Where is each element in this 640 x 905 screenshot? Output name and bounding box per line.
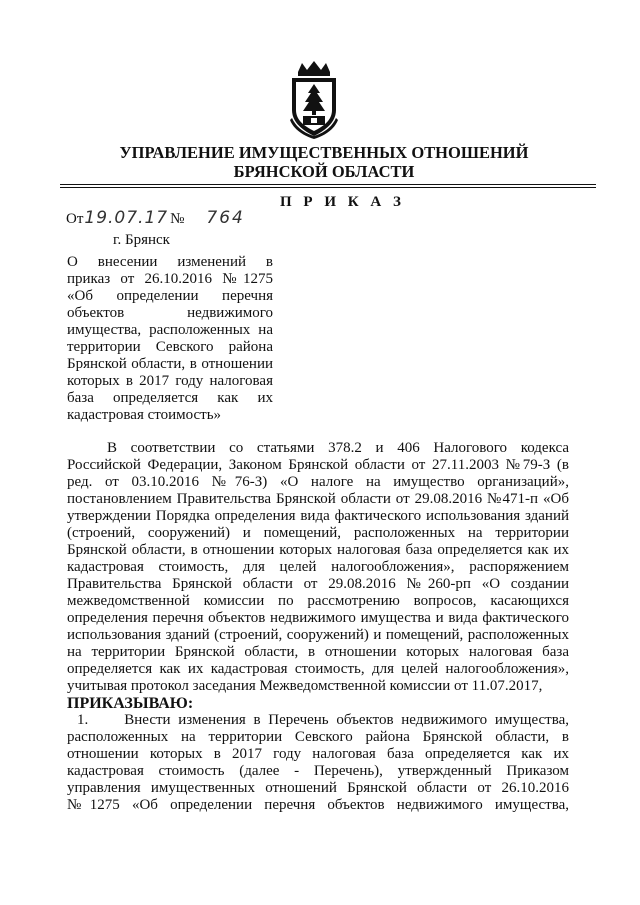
number-sign: № [170, 211, 185, 227]
order-directive-heading: ПРИКАЗЫВАЮ: [67, 695, 194, 712]
subject-line: «Об определении перечня [67, 288, 273, 304]
preamble-line: кадастровая стоимость, для целей налогообложения», распоряжением [67, 559, 569, 575]
handwritten-number: 764 [206, 208, 245, 228]
subject-line: которых в 2017 году налоговая [67, 373, 273, 389]
preamble-line: утверждении Порядка определения вида фактического использования зданий [67, 508, 569, 524]
item1-first-line [67, 712, 569, 729]
preamble-line: межведомственной комиссии по рассмотрению вопросов, касающихся [67, 593, 569, 609]
subject-line: территории Севского района [67, 339, 273, 355]
preamble-line: использования зданий (строений, сооружений) и помещений, расположенных [67, 627, 569, 643]
organization-name-line2: БРЯНСКОЙ ОБЛАСТИ [233, 162, 415, 181]
item1-number: 1. [77, 712, 89, 728]
subject-line: приказ от 26.10.2016 №1275 [67, 271, 273, 287]
preamble-line: ред. от 03.10.2016 №76-З) «О налоге на имущество организаций», [67, 474, 569, 490]
document-date-number-row [66, 208, 245, 228]
preamble-line: В соответствии со статьями 378.2 и 406 Налогового кодекса [107, 440, 569, 456]
subject-line: имущества, расположенных на [67, 322, 273, 338]
subject-line: О внесении изменений в [67, 254, 273, 270]
handwritten-date: 19.07.17 [84, 208, 169, 228]
order-subject [67, 254, 273, 424]
item1-line: отношении которых в 2017 году налоговая база определяется как их [67, 746, 569, 762]
order-body [67, 440, 569, 814]
header-divider-thick [60, 187, 596, 188]
item1-first-line-text: Внести изменения в Перечень объектов недвижимого имущества, [124, 712, 569, 728]
date-prefix: От [66, 211, 84, 227]
subject-line: объектов недвижимого [67, 305, 273, 321]
preamble-line: на территории Брянской области, в отношении которых налоговая база [67, 644, 569, 660]
subject-line: кадастровая стоимость» [67, 407, 222, 423]
header-divider-thin [60, 184, 596, 185]
preamble-line: Российской Федерации, Законом Брянской области от 27.11.2003 №79-З (в [67, 457, 569, 473]
preamble-line: учитывая протокол заседания Межведомственной комиссии от 11.07.2017, [67, 678, 543, 694]
item1-line: управления имущественных отношений Брянской области от 26.10.2016 [67, 780, 569, 796]
preamble-line: постановлением Правительства Брянской области от 29.08.2016 №471-п «Об [67, 491, 569, 507]
subject-line: база определяется как их [67, 390, 273, 406]
item1-line: кадастровая стоимость (далее - Перечень), утвержденный Приказом [67, 763, 569, 779]
document-type-title: П Р И К А З [280, 194, 405, 210]
preamble-line: Брянской области, в отношении которых налоговая база определяется как их [67, 542, 569, 558]
item1-line: расположенных на территории Севского района Брянской области, в [67, 729, 569, 745]
preamble-line: определения перечня объектов недвижимого имущества и вида фактического [67, 610, 569, 626]
preamble-line: определяется как их кадастровая стоимость, для целей налогообложения», [67, 661, 569, 677]
organization-name-line1: УПРАВЛЕНИЕ ИМУЩЕСТВЕННЫХ ОТНОШЕНИЙ [119, 143, 529, 162]
item1-line: №1275 «Об определении перечня объектов недвижимого имущества, [67, 797, 569, 813]
preamble-line: Правительства Брянской области от 29.08.2016 №260-рп «О создании [67, 576, 569, 592]
issue-city: г. Брянск [113, 232, 170, 248]
subject-line: Брянской области, в отношении [67, 356, 273, 372]
preamble-line: (строений, сооружений) и помещений, расположенных на территории [67, 525, 569, 541]
coat-of-arms-emblem [284, 60, 344, 140]
